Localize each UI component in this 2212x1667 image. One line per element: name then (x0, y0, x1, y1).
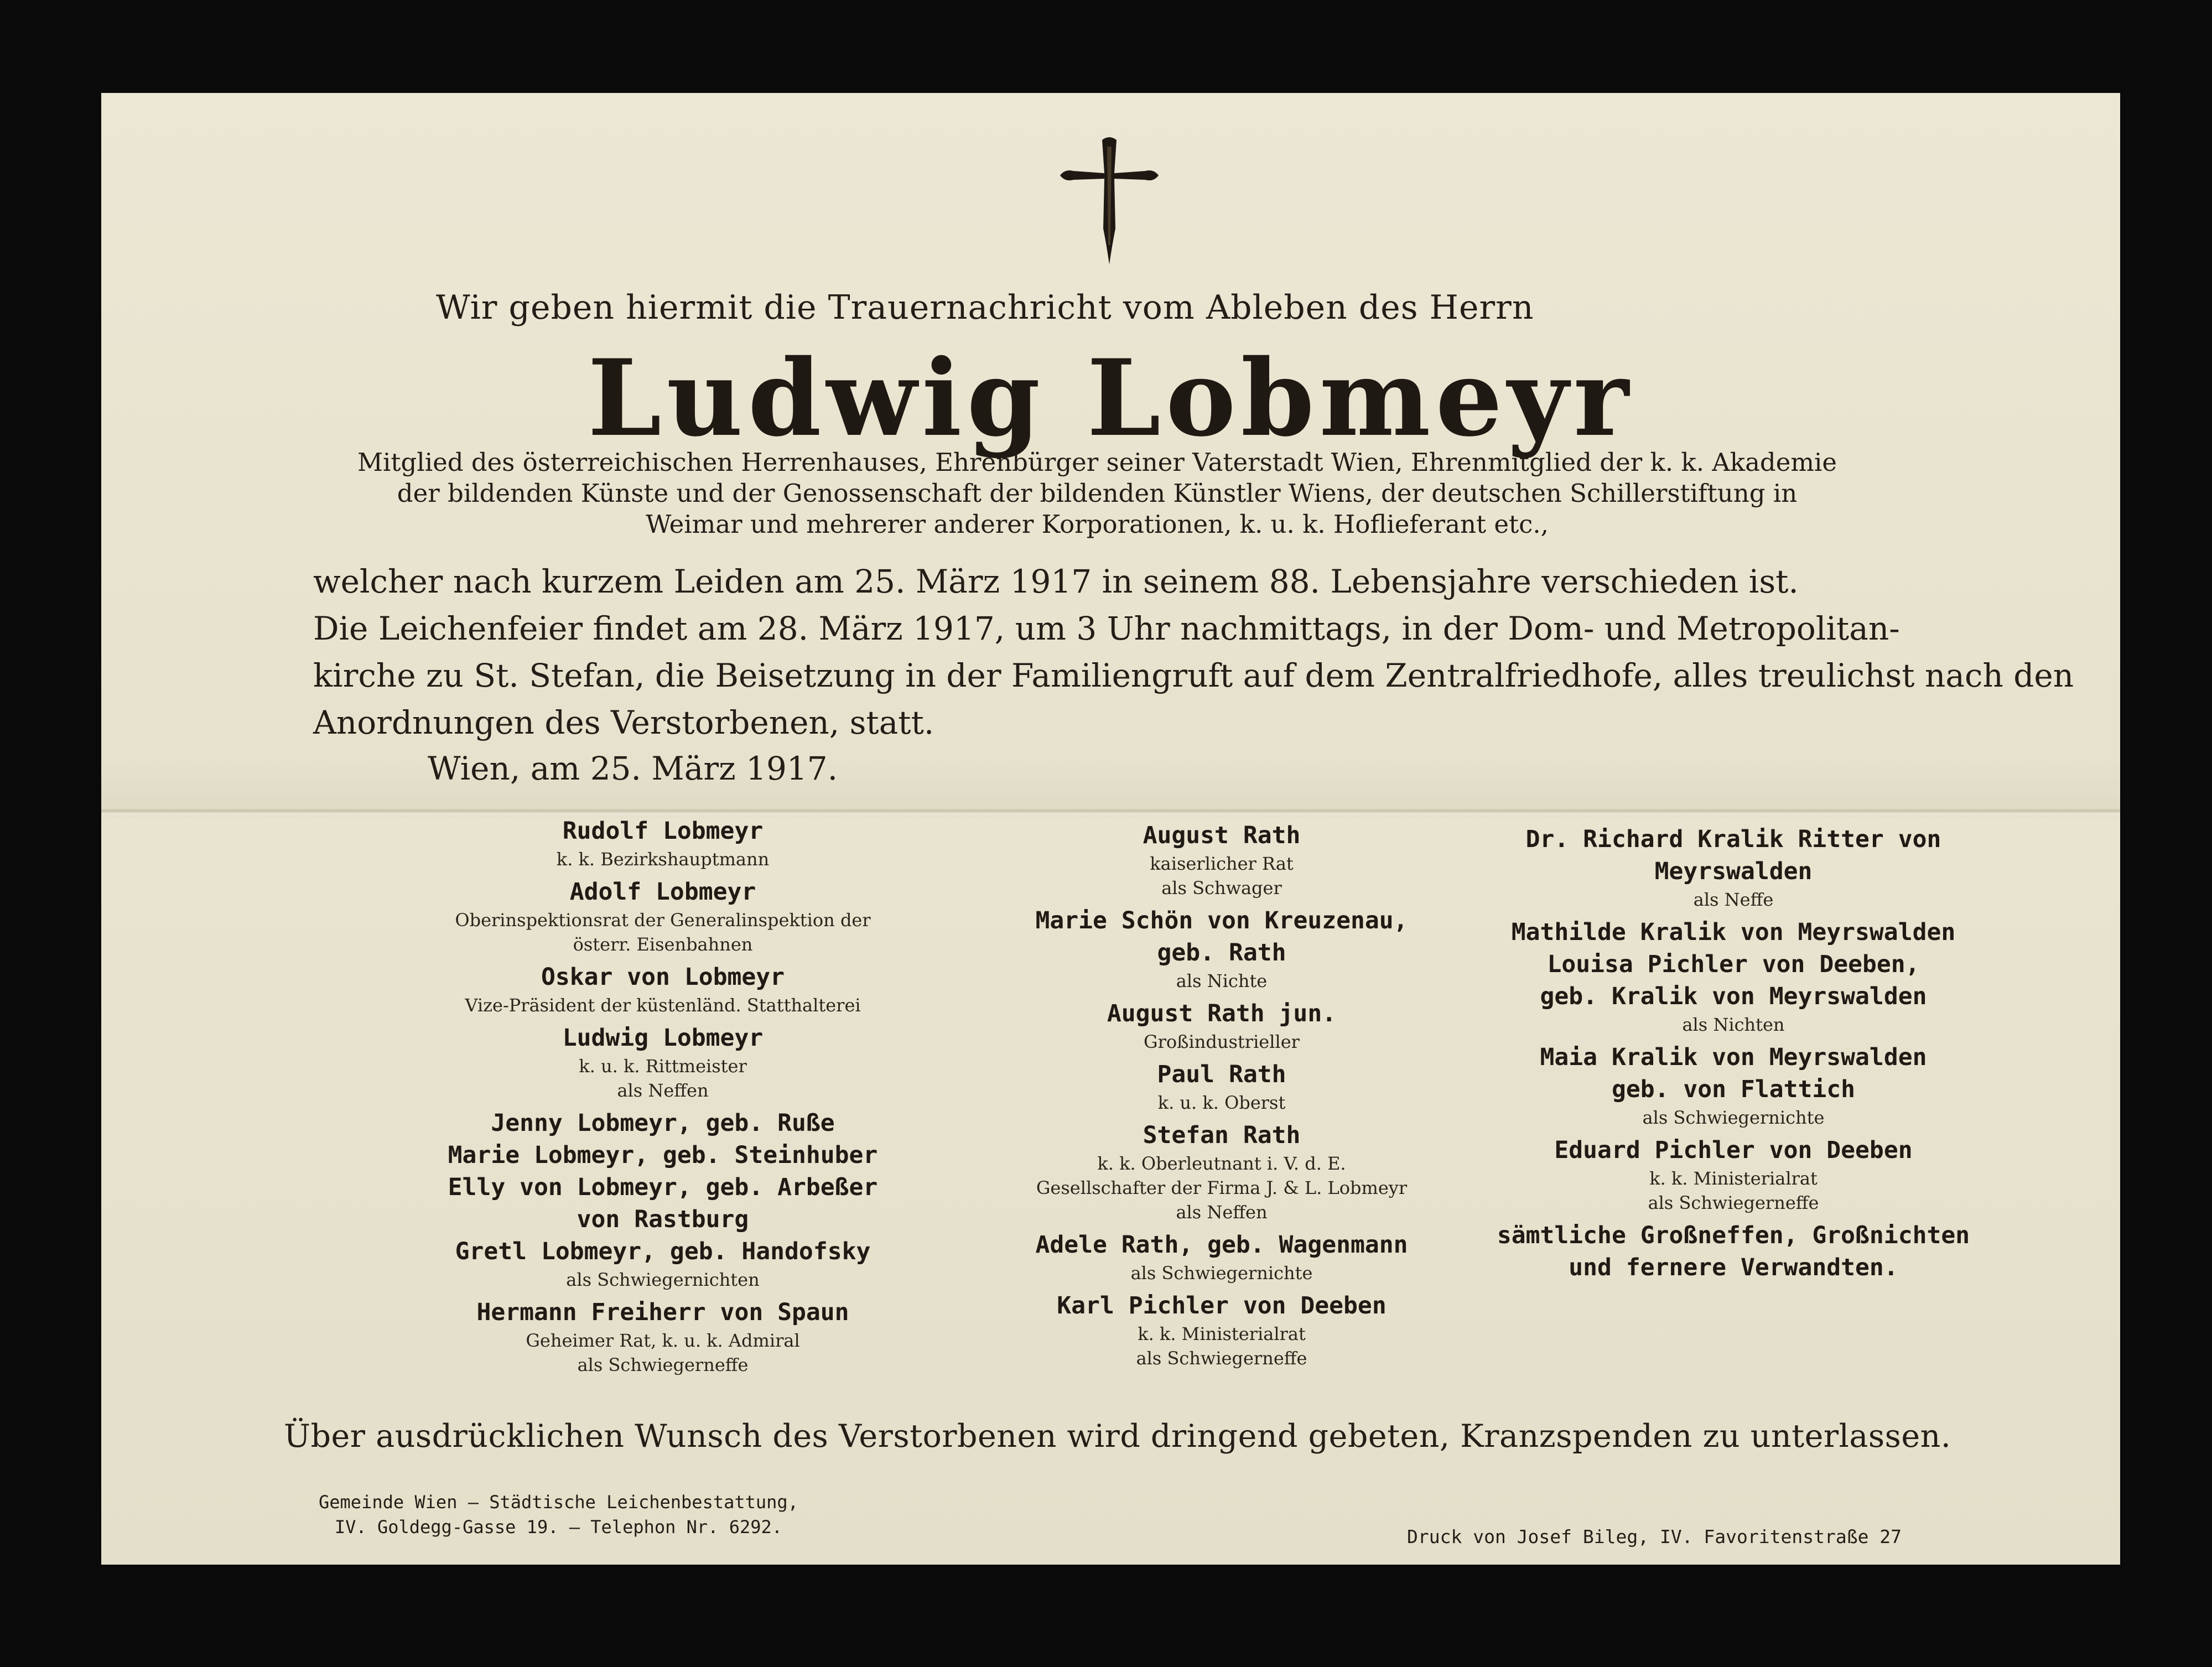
mourner-description: als Schwiegerneffe (1648, 1192, 1819, 1213)
undertaker-imprint (319, 1490, 798, 1540)
mourner-name: Ludwig Lobmeyr (562, 1024, 764, 1052)
mourner-name: Mathilde Kralik von Meyrswalden (1511, 918, 1956, 946)
funeral-paragraph-line: Die Leichenfeier findet am 28. März 1917, um 3 Uhr nachmittags, in der Dom- und Metropolitan- (313, 610, 1900, 647)
mourner-description: als Neffen (1176, 1202, 1268, 1223)
mourner-description: k. k. Ministerialrat (1138, 1323, 1306, 1344)
mourner-name: geb. Kralik von Meyrswalden (1540, 983, 1927, 1010)
mourner-description: k. k. Oberleutnant i. V. d. E. (1097, 1153, 1346, 1174)
mourner-description: Gesellschafter der Firma J. & L. Lobmeyr (1036, 1177, 1408, 1198)
mourning-notice-sheet (101, 93, 2120, 1565)
mourner-description: österr. Eisenbahnen (573, 934, 753, 955)
mourner-entry (1374, 855, 2093, 916)
mourner-name: von Rastburg (577, 1206, 749, 1233)
mourner-name: Eduard Pichler von Deeben (1554, 1136, 1913, 1164)
imprint-line: IV. Goldegg-Gasse 19. — Telephon Nr. 6292. (334, 1517, 783, 1538)
no-wreaths-request: Über ausdrücklichen Wunsch des Verstorbenen wird dringend gebeten, Kranzspenden zu unterlassen. (284, 1418, 1951, 1455)
mourner-description: k. k. Ministerialrat (1649, 1168, 1818, 1189)
mourner-description: als Schwiegerneffe (577, 1354, 749, 1375)
mourner-description: k. u. k. Oberst (1157, 1092, 1286, 1113)
mourner-description: als Nichte (1176, 970, 1268, 991)
mourner-description: als Schwager (1161, 877, 1282, 899)
mourner-name: geb. Rath (1157, 939, 1286, 967)
mourner-description: als Nichten (1682, 1014, 1785, 1035)
mourner-entry (1374, 1073, 2093, 1134)
mourner-name: Adolf Lobmeyr (569, 878, 756, 906)
mourner-description: Vize-Präsident der küstenländ. Statthalterei (465, 995, 861, 1016)
mourner-entry (1374, 1219, 2093, 1251)
mourner-entry (1374, 1041, 2093, 1073)
imprint-line: Gemeinde Wien — Städtische Leichenbestattung, (319, 1492, 798, 1513)
mourner-name: Elly von Lobmeyr, geb. Arbeßer (448, 1173, 878, 1201)
mourner-name: August Rath jun. (1107, 1000, 1337, 1027)
mourner-entry (1374, 1134, 2093, 1219)
mourner-description: Oberinspektionsrat der Generalinspektion der (455, 910, 871, 931)
mourner-name: Marie Schön von Kreuzenau, (1035, 907, 1408, 934)
mourner-name: Hermann Freiherr von Spaun (476, 1299, 849, 1326)
mourner-description: Großindustrieller (1144, 1031, 1300, 1052)
titles-line: Weimar und mehrerer anderer Korporationen, k. u. k. Hoflieferant etc., (646, 510, 1549, 539)
mourner-name: Louisa Pichler von Deeben, (1547, 951, 1920, 978)
mourner-name: Dr. Richard Kralik Ritter von (1525, 825, 1941, 853)
mourner-description: k. u. k. Rittmeister (579, 1056, 747, 1077)
mourner-name: Adele Rath, geb. Wagenmann (1035, 1231, 1408, 1259)
mourner-name: und fernere Verwandten. (1569, 1254, 1898, 1281)
place-date-line: Wien, am 25. März 1917. (428, 750, 838, 787)
mourner-description: als Schwiegernichte (1642, 1107, 1825, 1128)
mourner-description: als Schwiegernichten (566, 1269, 760, 1290)
mourner-description: k. k. Bezirkshauptmann (556, 849, 770, 870)
mourner-name: Karl Pichler von Deeben (1057, 1292, 1387, 1320)
mourner-name: geb. von Flattich (1611, 1076, 1856, 1103)
titles-line: der bildenden Künste und der Genossenschaft der bildenden Künstler Wiens, der deutschen Schillerstiftung in (397, 479, 1798, 508)
mourner-entry (1374, 948, 2093, 980)
mourner-name: Paul Rath (1157, 1061, 1286, 1088)
intro-line: Wir geben hiermit die Trauernachricht vom Ableben des Herrn (436, 288, 1534, 327)
mourner-description: Geheimer Rat, k. u. k. Admiral (526, 1330, 800, 1351)
mourner-name: August Rath (1143, 822, 1301, 849)
deceased-name: Ludwig Lobmeyr (588, 336, 1634, 460)
mourner-entry (1374, 916, 2093, 948)
mourners-column-right (1374, 823, 2093, 1284)
cross-icon (1057, 134, 1162, 267)
mourner-entry (1374, 980, 2093, 1041)
mourner-name: Gretl Lobmeyr, geb. Handofsky (455, 1238, 871, 1265)
mourner-entry (1374, 823, 2093, 855)
mourner-name: Maia Kralik von Meyrswalden (1540, 1043, 1927, 1071)
mourner-entry (876, 1290, 1567, 1375)
honorary-titles (267, 447, 1927, 540)
mourner-name: sämtliche Großneffen, Großnichten (1497, 1222, 1970, 1249)
mourner-description: als Schwiegerneffe (1136, 1348, 1307, 1369)
printer-imprint: Druck von Josef Bileg, IV. Favoritenstraße 27 (1407, 1526, 1902, 1547)
mourner-name: Rudolf Lobmeyr (562, 817, 764, 845)
funeral-paragraph-line: kirche zu St. Stefan, die Beisetzung in der Familiengruft auf dem Zentralfriedhofe, alles treulichst nach den (313, 657, 2074, 694)
mourner-description: als Neffen (617, 1080, 709, 1101)
mourner-description: als Schwiegernichte (1130, 1263, 1313, 1284)
death-statement: welcher nach kurzem Leiden am 25. März 1917 in seinem 88. Lebensjahre verschieden ist. (313, 563, 1799, 600)
mourner-entry (1374, 1251, 2093, 1284)
titles-line: Mitglied des österreichischen Herrenhauses, Ehrenbürger seiner Vaterstadt Wien, Ehrenmitglied der k. k. Akademie (357, 448, 1837, 477)
mourner-name: Meyrswalden (1654, 858, 1813, 885)
mourner-name: Jenny Lobmeyr, geb. Ruße (491, 1109, 835, 1137)
mourner-description: als Neffe (1693, 889, 1774, 910)
mourner-name: Marie Lobmeyr, geb. Steinhuber (448, 1141, 878, 1169)
mourner-name: Oskar von Lobmeyr (541, 963, 785, 991)
mourner-name: Stefan Rath (1143, 1121, 1301, 1149)
mourner-description: kaiserlicher Rat (1150, 853, 1294, 874)
funeral-paragraph-line: Anordnungen des Verstorbenen, statt. (313, 704, 934, 741)
